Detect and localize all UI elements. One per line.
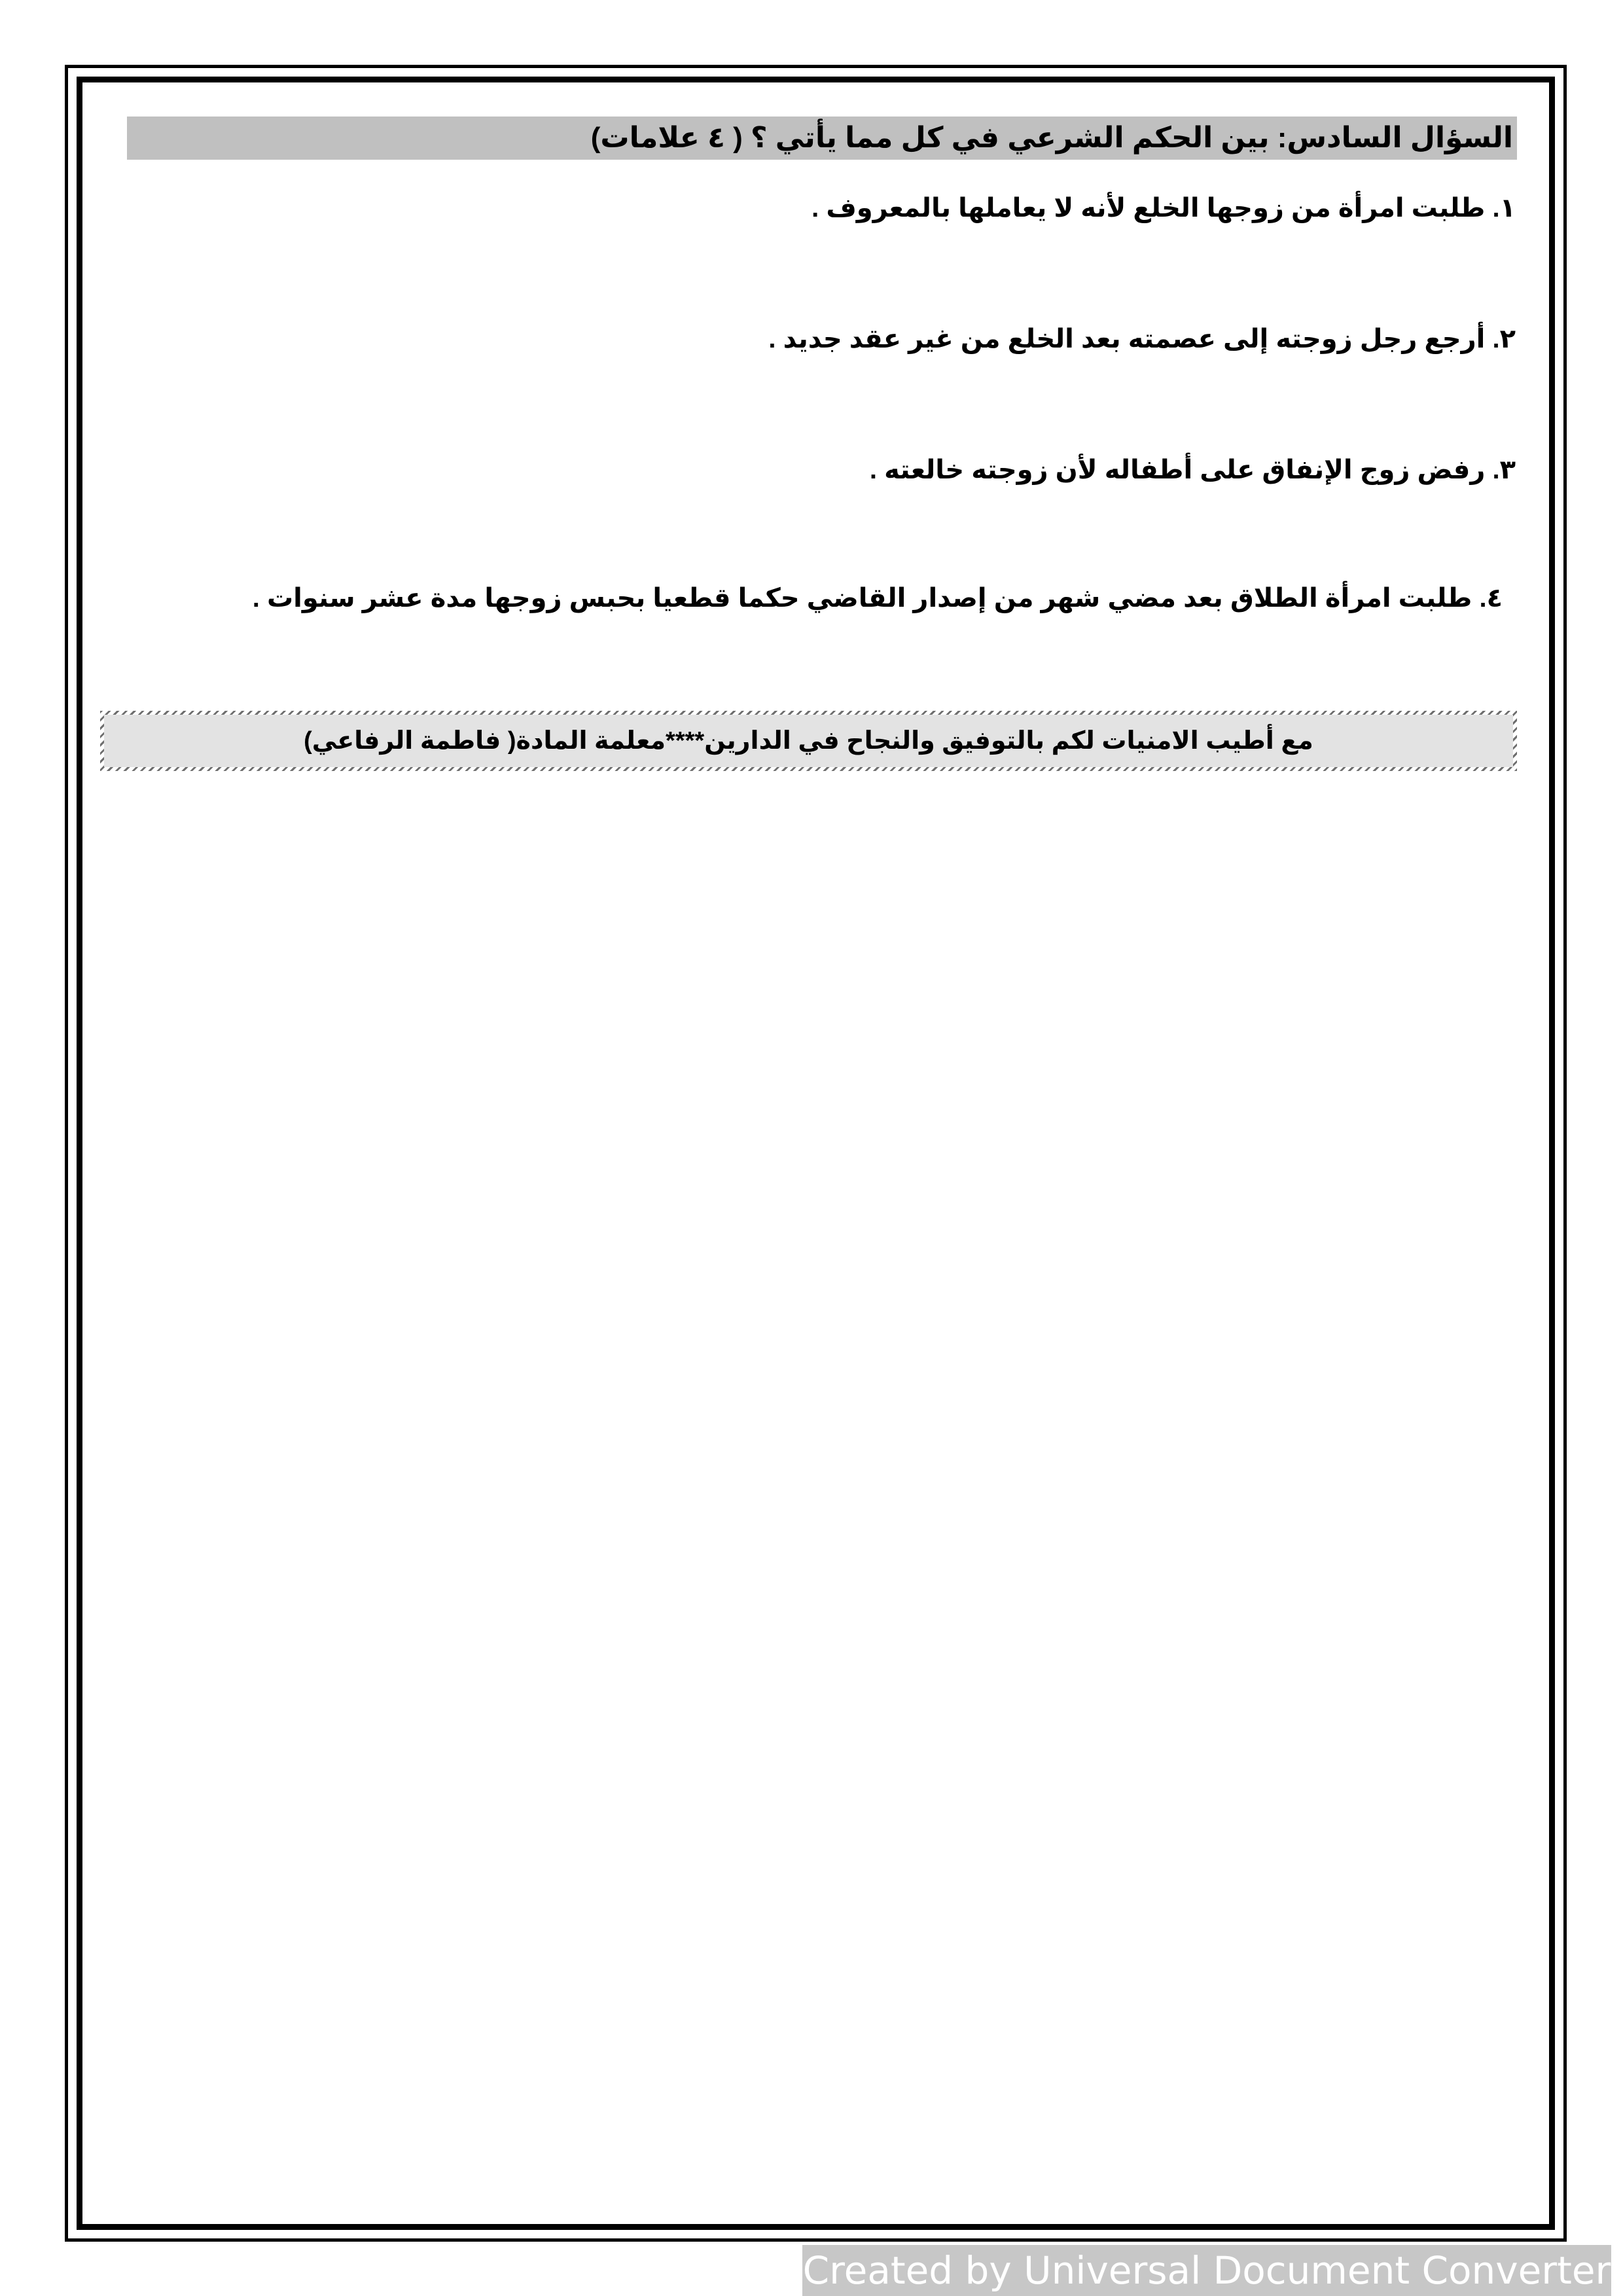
question-item-2: ٢. أرجع رجل زوجته إلى عصمته بعد الخلع من غير عقد جديد . (768, 325, 1516, 353)
footer-message: مع أطيب الامنيات لكم بالتوفيق والنجاح في الدارين****معلمة المادة( فاطمة الرفاعي) (100, 711, 1517, 771)
question-item-4: ٤. طلبت امرأة الطلاق بعد مضي شهر من إصدار القاضي حكما قطعيا بحبس زوجها مدة عشر سنوات . (252, 584, 1503, 613)
question-item-3: ٣. رفض زوج الإنفاق على أطفاله لأن زوجته خالعته . (869, 456, 1516, 484)
page-border-inner (77, 77, 1555, 2230)
question-item-1: ١. طلبت امرأة من زوجها الخلع لأنه لا يعاملها بالمعروف . (812, 194, 1516, 223)
question-heading: السؤال السادس: بين الحكم الشرعي في كل مما يأتي ؟ ( ٤ علامات) (127, 117, 1517, 160)
converter-watermark: Created by Universal Document Converter (802, 2245, 1611, 2296)
